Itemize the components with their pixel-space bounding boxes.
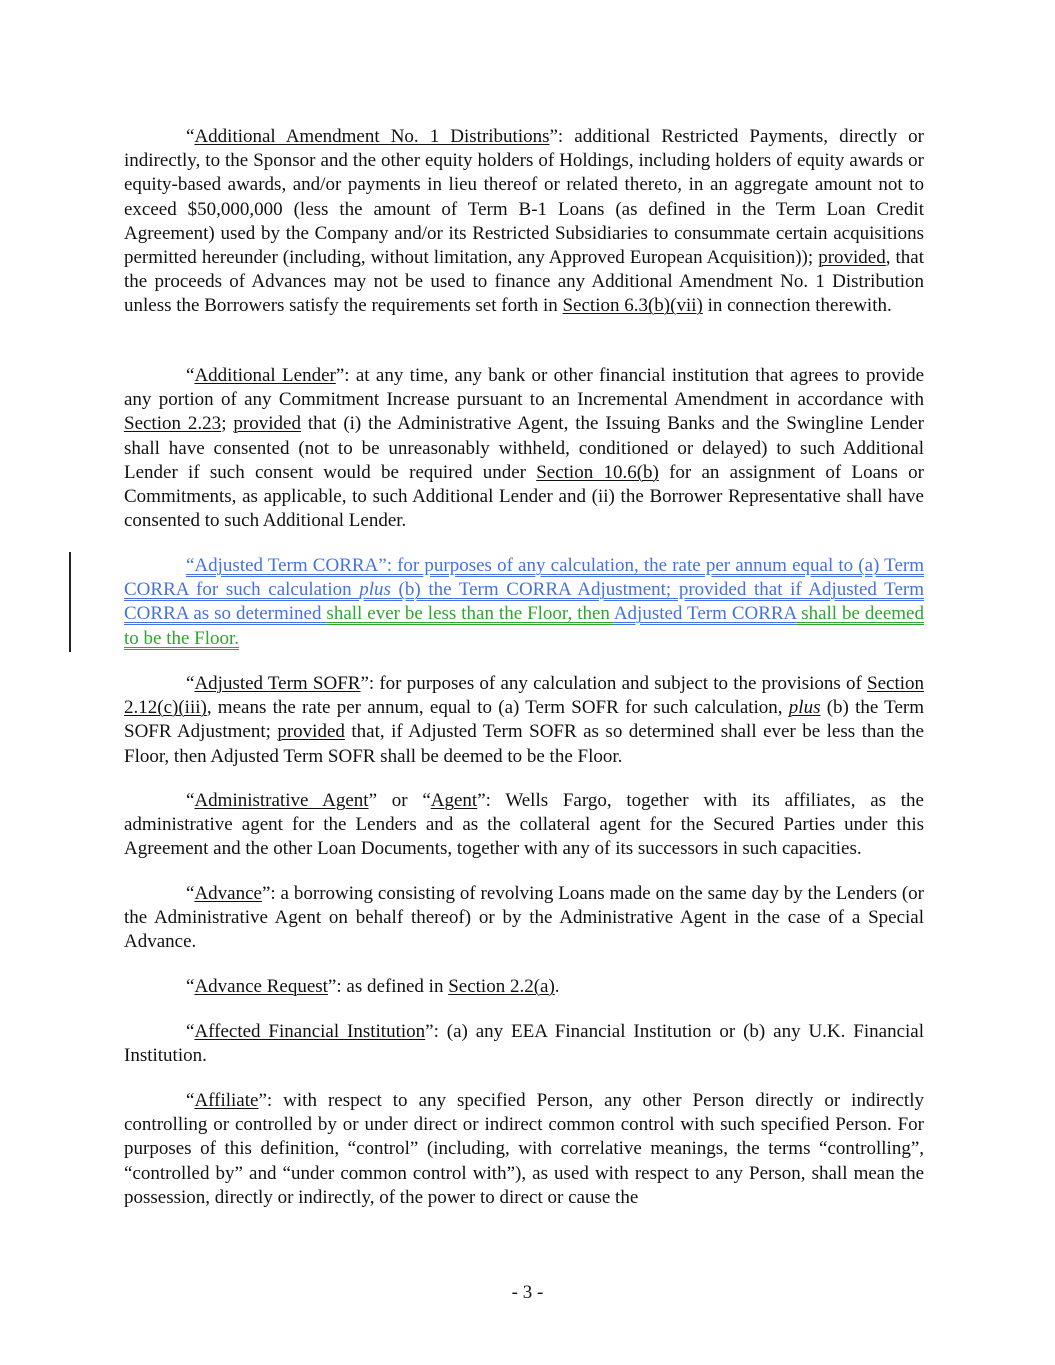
defined-term: Administrative Agent (194, 790, 369, 811)
page-number: - 3 - (511, 1282, 544, 1303)
provided-term: provided (277, 721, 345, 743)
provided-term: provided (233, 413, 301, 435)
defined-term: Additional Amendment No. 1 Distributions (194, 126, 550, 147)
defined-term: Adjusted Term SOFR (194, 673, 361, 694)
section-reference: Section 6.3(b)(vii) (562, 295, 703, 317)
section-reference: Section 2.12(c)(iii) (124, 673, 925, 719)
plus-term: plus (788, 697, 821, 719)
provided-term: provided (818, 247, 886, 269)
section-reference: Section 10.6(b) (536, 461, 659, 483)
defined-term: Additional Lender (194, 365, 336, 386)
section-reference: Section 2.2(a) (448, 976, 555, 997)
definition-affected-financial-institution: “Affected Financial Institution”: (a) any EEA Financial Institution or (b) any U.K. Financial Institution. (124, 1021, 924, 1067)
definition-administrative-agent: “Administrative Agent” or “Agent”: Wells Fargo, together with its affiliates, as the administrative agent for the Lenders and as the collateral agent for the Secured Parties under this Agreement and the other Loan Documents, together with any of its successors in such capacities. (124, 790, 924, 860)
defined-term: Affected Financial Institution (194, 1021, 426, 1042)
definition-adjusted-term-sofr: “Adjusted Term SOFR”: for purposes of any calculation and subject to the provisions of Section 2.12(c)(iii), means the rate per annum, equal to (a) Term SOFR for such calculation, plus (b) the Term SOFR Adjustment; provided that, if Adjusted Term SOFR as so determined shall ever be less than the Floor, then Adjusted Term SOFR shall be deemed to be the Floor. (124, 673, 925, 767)
defined-term: Advance (194, 883, 262, 904)
definition-advance: “Advance”: a borrowing consisting of revolving Loans made on the same day by the Lenders (or the Administrative Agent on behalf thereof) or by the Administrative Agent in the case of a Special Advance. (124, 883, 924, 953)
defined-term: Advance Request (194, 976, 328, 997)
section-reference: Section 2.23 (124, 413, 222, 435)
defined-term: Affiliate (194, 1090, 259, 1111)
definition-affiliate: “Affiliate”: with respect to any specified Person, any other Person directly or indirectly controlling or controlled by or under direct or indirect common control with such specified Person. For purposes of this definition, “control” (including, with correlative meanings, the terms “controlling”, “controlled by” and “under common control with”), as used with respect to any Person, shall mean the possession, directly or indirectly, of the power to direct or cause the (124, 1090, 924, 1208)
definition-additional-lender: “Additional Lender”: at any time, any bank or other financial institution that agrees to provide any portion of any Commitment Increase pursuant to an Incremental Amendment in accordance with Section 2.23; provided that (i) the Administrative Agent, the Issuing Banks and the Swingline Lender shall have consented (not to be unreasonably withheld, conditioned or delayed) to such Additional Lender if such consent would be required under Section 10.6(b) for an assignment of Loans or Commitments, as applicable, to such Additional Lender and (ii) the Borrower Representative shall have consented to such Additional Lender. (124, 365, 925, 532)
definition-adjusted-term-corra-inserted: “Adjusted Term CORRA”: for purposes of any calculation, the rate per annum equal to (a) Term CORRA for such calculation plus (b) the Term CORRA Adjustment; provided that if Adjusted Term CORRA as so determined shall ever be less than the Floor, then Adjusted Term CORRA shall be deemed to be the Floor. (124, 555, 924, 649)
definition-additional-amendment-distributions: “Additional Amendment No. 1 Distributions”: additional Restricted Payments, directly or indirectly, to the Sponsor and the other equity holders of Holdings, including holders of equity awards or equity-based awards, and/or payments in lieu thereof or related thereto, in an aggregate amount not to exceed $50,000,000 (less the amount of Term B-1 Loans (as defined in the Term Loan Credit Agreement) used by the Company and/or its Restricted Subsidiaries to consummate certain acquisitions permitted hereunder (including, without limitation, any Approved European Acquisition)); provided, that the proceeds of Advances may not be used to finance any Additional Amendment No. 1 Distribution unless the Borrowers satisfy the requirements set forth in Section 6.3(b)(vii) in connection therewith. (124, 126, 924, 317)
definition-advance-request: “Advance Request”: as defined in Section 2.2(a). (186, 976, 560, 997)
defined-term: Agent (430, 790, 478, 811)
change-bar (69, 552, 71, 652)
